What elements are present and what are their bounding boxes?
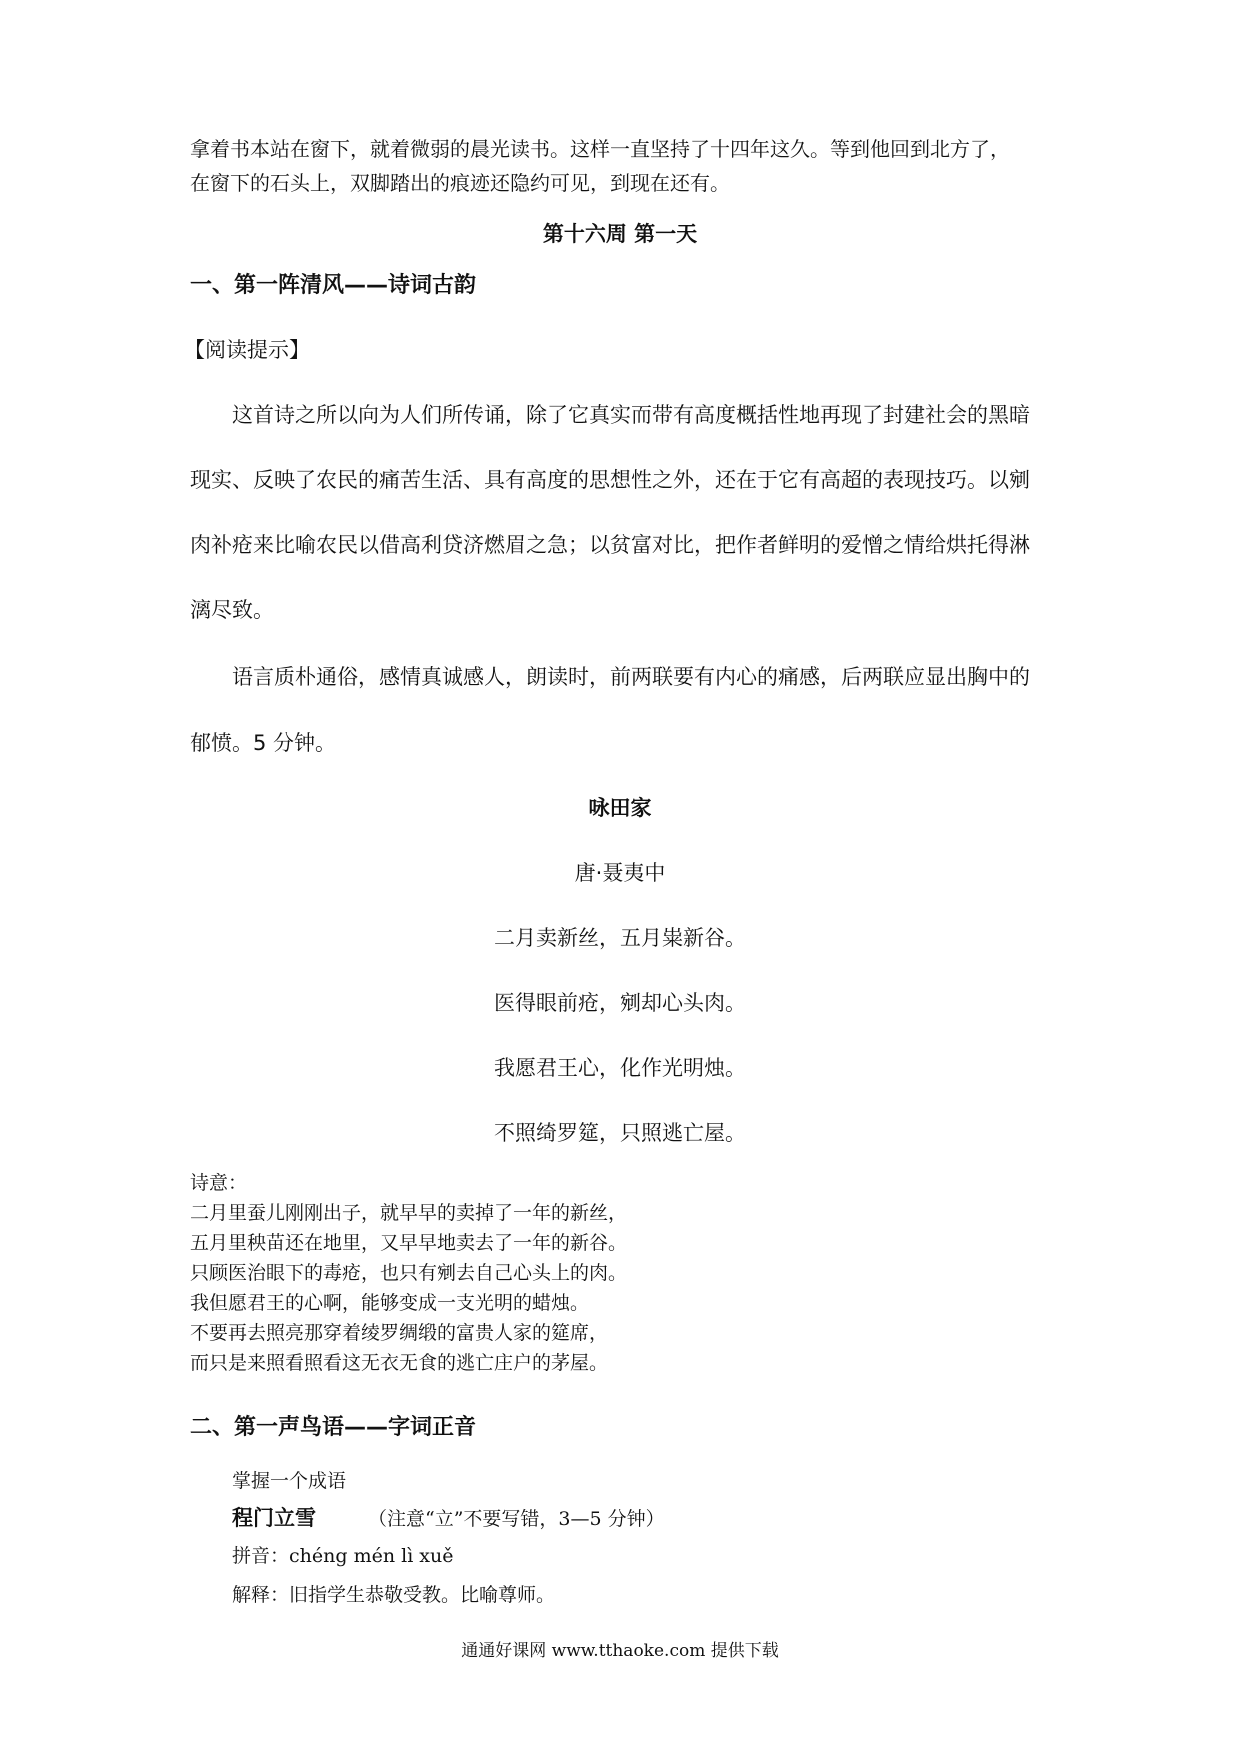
- meaning-line: 而只是来照看照看这无衣无食的逃亡庄户的茅屋。: [190, 1352, 609, 1374]
- meaning-line: 五月里秧苗还在地里，又早早地卖去了一年的新谷。: [190, 1232, 628, 1254]
- idiom-row: [232, 1502, 665, 1532]
- section1-heading: 一、第一阵清风——诗词古韵: [190, 273, 477, 298]
- meaning-line: 二月里蚕儿刚刚出子，就早早的卖掉了一年的新丝，: [190, 1202, 628, 1224]
- poem-line: 二月卖新丝，五月粜新谷。: [494, 926, 746, 950]
- poem-title: 咏田家: [588, 796, 652, 820]
- pinyin-value: chéng mén lì xuě: [289, 1545, 454, 1567]
- paragraph1-line: 漓尽致。: [190, 598, 274, 622]
- poem-author: 唐·聂夷中: [574, 861, 666, 885]
- section2-heading: 二、第一声鸟语——字词正音: [190, 1415, 477, 1440]
- idiom-intro: 掌握一个成语: [232, 1470, 347, 1492]
- poem-line: 我愿君王心，化作光明烛。: [494, 1056, 746, 1080]
- meaning-line: 我但愿君王的心啊，能够变成一支光明的蜡烛。: [190, 1292, 590, 1314]
- intro-line-2: 在窗下的石头上，双脚踏出的痕迹还隐约可见，到现在还有。: [190, 171, 730, 195]
- explain-label: 解释：: [232, 1584, 290, 1606]
- week-title: 第十六周 第一天: [542, 221, 698, 246]
- explain-value: 旧指学生恭敬受教。比喻尊师。: [289, 1584, 556, 1606]
- pinyin-label: 拼音：: [232, 1545, 290, 1567]
- page-footer: 通通好课网 www.tthaoke.com 提供下载: [461, 1641, 779, 1661]
- idiom-word: 程门立雪: [232, 1505, 316, 1530]
- idiom-note: （注意“立”不要写错，3—5 分钟）: [368, 1508, 665, 1530]
- reading-tip-label: 【阅读提示】: [184, 338, 310, 362]
- paragraph1-line: 现实、反映了农民的痛苦生活、具有高度的思想性之外，还在于它有高超的表现技巧。以剜: [190, 468, 1030, 492]
- paragraph2-line: 郁愤。5 分钟。: [190, 731, 337, 755]
- idiom-pinyin-row: [232, 1541, 454, 1568]
- meaning-label: 诗意：: [190, 1172, 248, 1194]
- meaning-line: 只顾医治眼下的毒疮，也只有剜去自己心头上的肉。: [190, 1262, 628, 1284]
- idiom-explain-row: [232, 1580, 555, 1607]
- paragraph2-line: 语言质朴通俗，感情真诚感人，朗读时，前两联要有内心的痛感，后两联应显出胸中的: [232, 665, 1030, 689]
- poem-line: 医得眼前疮，剜却心头肉。: [494, 991, 746, 1015]
- poem-line: 不照绮罗筵，只照逃亡屋。: [494, 1121, 746, 1145]
- paragraph1-line: 这首诗之所以向为人们所传诵，除了它真实而带有高度概括性地再现了封建社会的黑暗: [232, 403, 1030, 427]
- meaning-line: 不要再去照亮那穿着绫罗绸缎的富贵人家的筵席，: [190, 1322, 609, 1344]
- paragraph1-line: 肉补疮来比喻农民以借高利贷济燃眉之急；以贫富对比，把作者鲜明的爱憎之情给烘托得淋: [190, 533, 1030, 557]
- intro-line-1: 拿着书本站在窗下，就着微弱的晨光读书。这样一直坚持了十四年这久。等到他回到北方了，: [190, 137, 1010, 161]
